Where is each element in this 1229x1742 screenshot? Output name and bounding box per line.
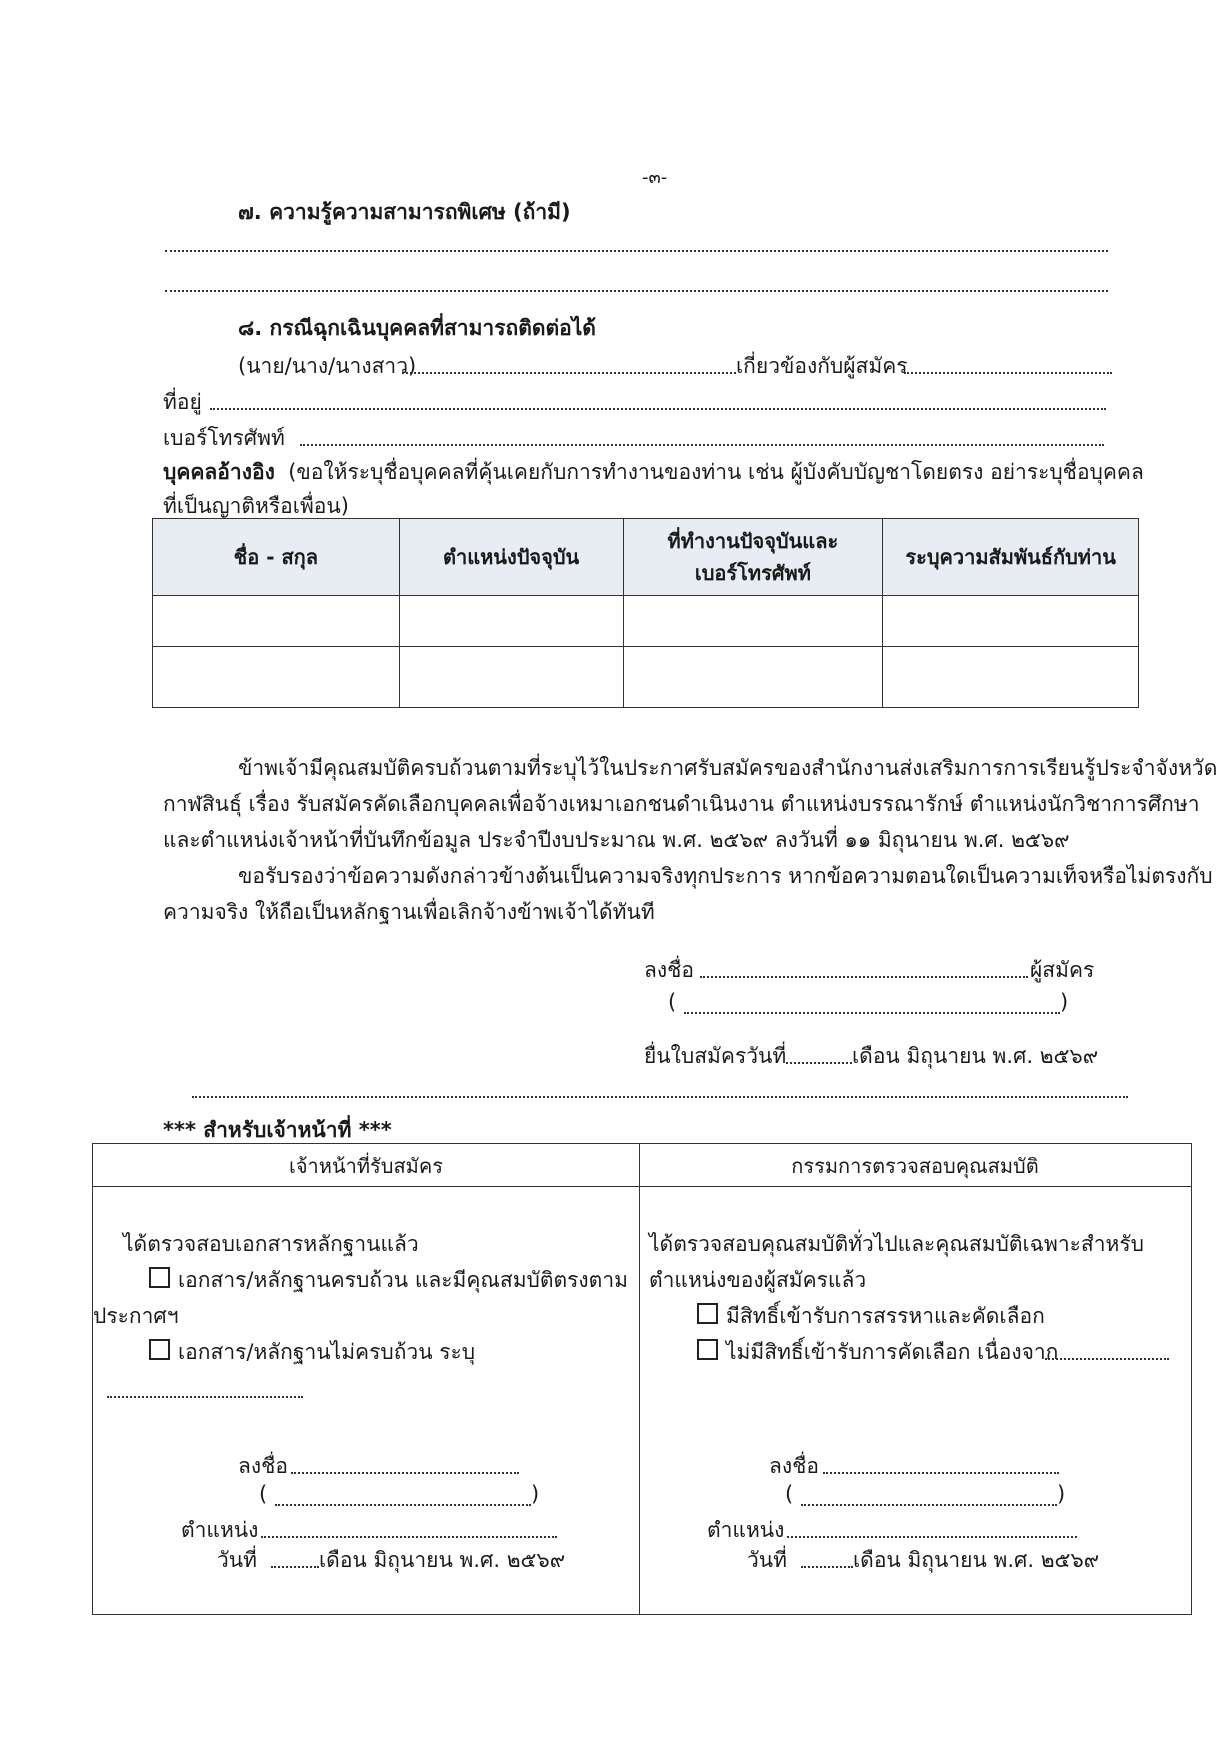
applicant-sign-label: ลงชื่อ xyxy=(644,958,694,982)
left-date-label: วันที่ xyxy=(217,1548,257,1572)
references-header-row xyxy=(153,519,1139,596)
table-cell[interactable] xyxy=(883,596,1139,647)
docs-incomplete-checkbox[interactable] xyxy=(149,1339,170,1360)
left-date-month: เดือน มิถุนายน พ.ศ. ๒๕๖๙ xyxy=(319,1548,566,1572)
separator-dotted-line xyxy=(192,1096,1128,1098)
left-open-paren: ( xyxy=(259,1482,268,1506)
right-option1-row xyxy=(697,1300,1045,1333)
officer-left-header: เจ้าหน้าที่รับสมัคร xyxy=(288,1154,443,1178)
officer-heading: *** สำหรับเจ้าหน้าที่ *** xyxy=(163,1118,392,1142)
application-date-label: ยื่นใบสมัครวันที่ xyxy=(644,1044,787,1068)
applicant-open-paren: ( xyxy=(668,990,677,1014)
table-cell[interactable] xyxy=(399,647,623,708)
left-close-paren: ) xyxy=(531,1482,540,1506)
emergency-phone-label: เบอร์โทรศัพท์ xyxy=(163,426,285,450)
right-option2-row xyxy=(697,1336,1058,1369)
applicant-label: ผู้สมัคร xyxy=(1030,958,1095,982)
application-day-field[interactable] xyxy=(786,1062,852,1064)
references-title: บุคคลอ้างอิง xyxy=(163,460,275,484)
right-day-field[interactable] xyxy=(801,1566,853,1568)
right-close-paren: ) xyxy=(1057,1482,1066,1506)
page-number: -๓- xyxy=(642,167,668,188)
table-cell[interactable] xyxy=(623,647,883,708)
applicant-signature-field[interactable] xyxy=(700,976,1028,978)
declaration-line-5: ความจริง ให้ถือเป็นหลักฐานเพื่อเลิกจ้างข้าพเจ้าได้ทันที xyxy=(163,900,655,924)
officer-table xyxy=(92,1143,1192,1615)
references-table xyxy=(152,518,1139,708)
section7-answer-line-1[interactable] xyxy=(165,250,1108,252)
left-option1-cont: ประกาศฯ xyxy=(93,1304,179,1328)
declaration-line-1: ข้าพเจ้ามีคุณสมบัติครบถ้วนตามที่ระบุไว้ในประกาศรับสมัครของสำนักงานส่งเสริมการการเรียนรู้ประจำจังหวัด xyxy=(238,756,1218,780)
col-workplace-header-line2: เบอร์โทรศัพท์ xyxy=(694,561,811,585)
right-option2-label: ไม่มีสิทธิ์เข้ารับการคัดเลือก เนื่องจาก xyxy=(726,1340,1059,1364)
left-option2-label: เอกสาร/หลักฐานไม่ครบถ้วน ระบุ xyxy=(178,1340,476,1364)
table-cell[interactable] xyxy=(153,647,400,708)
left-option1-row xyxy=(149,1264,628,1297)
right-open-paren: ( xyxy=(785,1482,794,1506)
col-workplace-header-line1: ที่ทำงานปัจจุบันและ xyxy=(667,529,839,553)
right-checked-line-2: ตำแหน่งของผู้สมัครแล้ว xyxy=(649,1268,867,1292)
left-sign-label: ลงชื่อ xyxy=(238,1454,288,1478)
left-checked-docs: ได้ตรวจสอบเอกสารหลักฐานแล้ว xyxy=(123,1232,419,1256)
references-instruction-1: (ขอให้ระบุชื่อบุคคลที่คุ้นเคยกับการทำงานของท่าน เช่น ผู้บังคับบัญชาโดยตรง อย่าระบุชื่อบุคคล xyxy=(288,460,1144,484)
emergency-relation-field[interactable] xyxy=(904,372,1112,374)
eligible-checkbox[interactable] xyxy=(697,1303,718,1324)
col-relationship-header: ระบุความสัมพันธ์กับท่าน xyxy=(883,519,1139,596)
table-row xyxy=(153,596,1139,647)
table-cell[interactable] xyxy=(623,596,883,647)
left-printed-name-field[interactable] xyxy=(275,1504,531,1506)
right-position-field[interactable] xyxy=(787,1536,1077,1538)
right-printed-name-field[interactable] xyxy=(801,1504,1057,1506)
right-position-label: ตำแหน่ง xyxy=(707,1518,785,1542)
col-name-header: ชื่อ - สกุล xyxy=(153,519,400,596)
left-day-field[interactable] xyxy=(271,1566,319,1568)
emergency-address-field[interactable] xyxy=(210,408,1106,410)
table-cell[interactable] xyxy=(399,596,623,647)
left-option2-row xyxy=(149,1336,475,1369)
col-workplace-header xyxy=(623,519,883,596)
declaration-line-4: ขอรับรองว่าข้อความดังกล่าวข้างต้นเป็นความจริงทุกประการ หากข้อความตอนใดเป็นความเท็จหรือไม่ตรงกับ xyxy=(238,864,1213,888)
col-position-header: ตำแหน่งปัจจุบัน xyxy=(399,519,623,596)
table-row xyxy=(153,647,1139,708)
left-signature-field[interactable] xyxy=(291,1472,519,1474)
declaration-line-2: กาฬสินธุ์ เรื่อง รับสมัครคัดเลือกบุคคลเพื่อจ้างเหมาเอกชนดำเนินงาน ตำแหน่งบรรณารักษ์ ตำแหน่งนักวิชาการศึกษา xyxy=(163,792,1200,816)
section8-title: ๘. กรณีฉุกเฉินบุคคลที่สามารถติดต่อได้ xyxy=(238,316,596,340)
right-option1-label: มีสิทธิ์เข้ารับการสรรหาและคัดเลือก xyxy=(726,1304,1045,1328)
emergency-name-label: (นาย/นาง/นางสาว) xyxy=(238,354,417,378)
docs-complete-checkbox[interactable] xyxy=(149,1267,170,1288)
not-eligible-reason-field[interactable] xyxy=(1045,1358,1169,1360)
applicant-close-paren: ) xyxy=(1060,990,1069,1014)
docs-incomplete-reason-field[interactable] xyxy=(107,1396,303,1398)
section7-answer-line-2[interactable] xyxy=(165,290,1108,292)
table-cell[interactable] xyxy=(883,647,1139,708)
emergency-phone-field[interactable] xyxy=(300,444,1104,446)
left-position-field[interactable] xyxy=(261,1536,557,1538)
emergency-address-label: ที่อยู่ xyxy=(163,390,202,414)
right-sign-label: ลงชื่อ xyxy=(769,1454,819,1478)
right-date-label: วันที่ xyxy=(747,1548,787,1572)
application-date-month: เดือน มิถุนายน พ.ศ. ๒๕๖๙ xyxy=(852,1044,1099,1068)
right-checked-line-1: ได้ตรวจสอบคุณสมบัติทั่วไปและคุณสมบัติเฉพาะสำหรับ xyxy=(649,1232,1144,1256)
references-intro xyxy=(163,456,1144,489)
table-cell[interactable] xyxy=(153,596,400,647)
left-option1-label: เอกสาร/หลักฐานครบถ้วน และมีคุณสมบัติตรงตาม xyxy=(178,1268,628,1292)
left-position-label: ตำแหน่ง xyxy=(181,1518,259,1542)
right-date-month: เดือน มิถุนายน พ.ศ. ๒๕๖๙ xyxy=(853,1548,1100,1572)
section7-title: ๗. ความรู้ความสามารถพิเศษ (ถ้ามี) xyxy=(238,200,571,224)
right-signature-field[interactable] xyxy=(823,1472,1059,1474)
not-eligible-checkbox[interactable] xyxy=(697,1339,718,1360)
applicant-printed-name-field[interactable] xyxy=(684,1012,1060,1014)
emergency-relation-label: เกี่ยวข้องกับผู้สมัคร xyxy=(736,354,908,378)
emergency-name-field[interactable] xyxy=(402,372,736,374)
officer-right-header: กรรมการตรวจสอบคุณสมบัติ xyxy=(791,1154,1039,1178)
declaration-line-3: และตำแหน่งเจ้าหน้าที่บันทึกข้อมูล ประจำปีงบประมาณ พ.ศ. ๒๕๖๙ ลงวันที่ ๑๑ มิถุนายน พ.ศ. ๒๕๖๙ xyxy=(163,828,1070,852)
references-instruction-2: ที่เป็นญาติหรือเพื่อน) xyxy=(163,494,349,518)
